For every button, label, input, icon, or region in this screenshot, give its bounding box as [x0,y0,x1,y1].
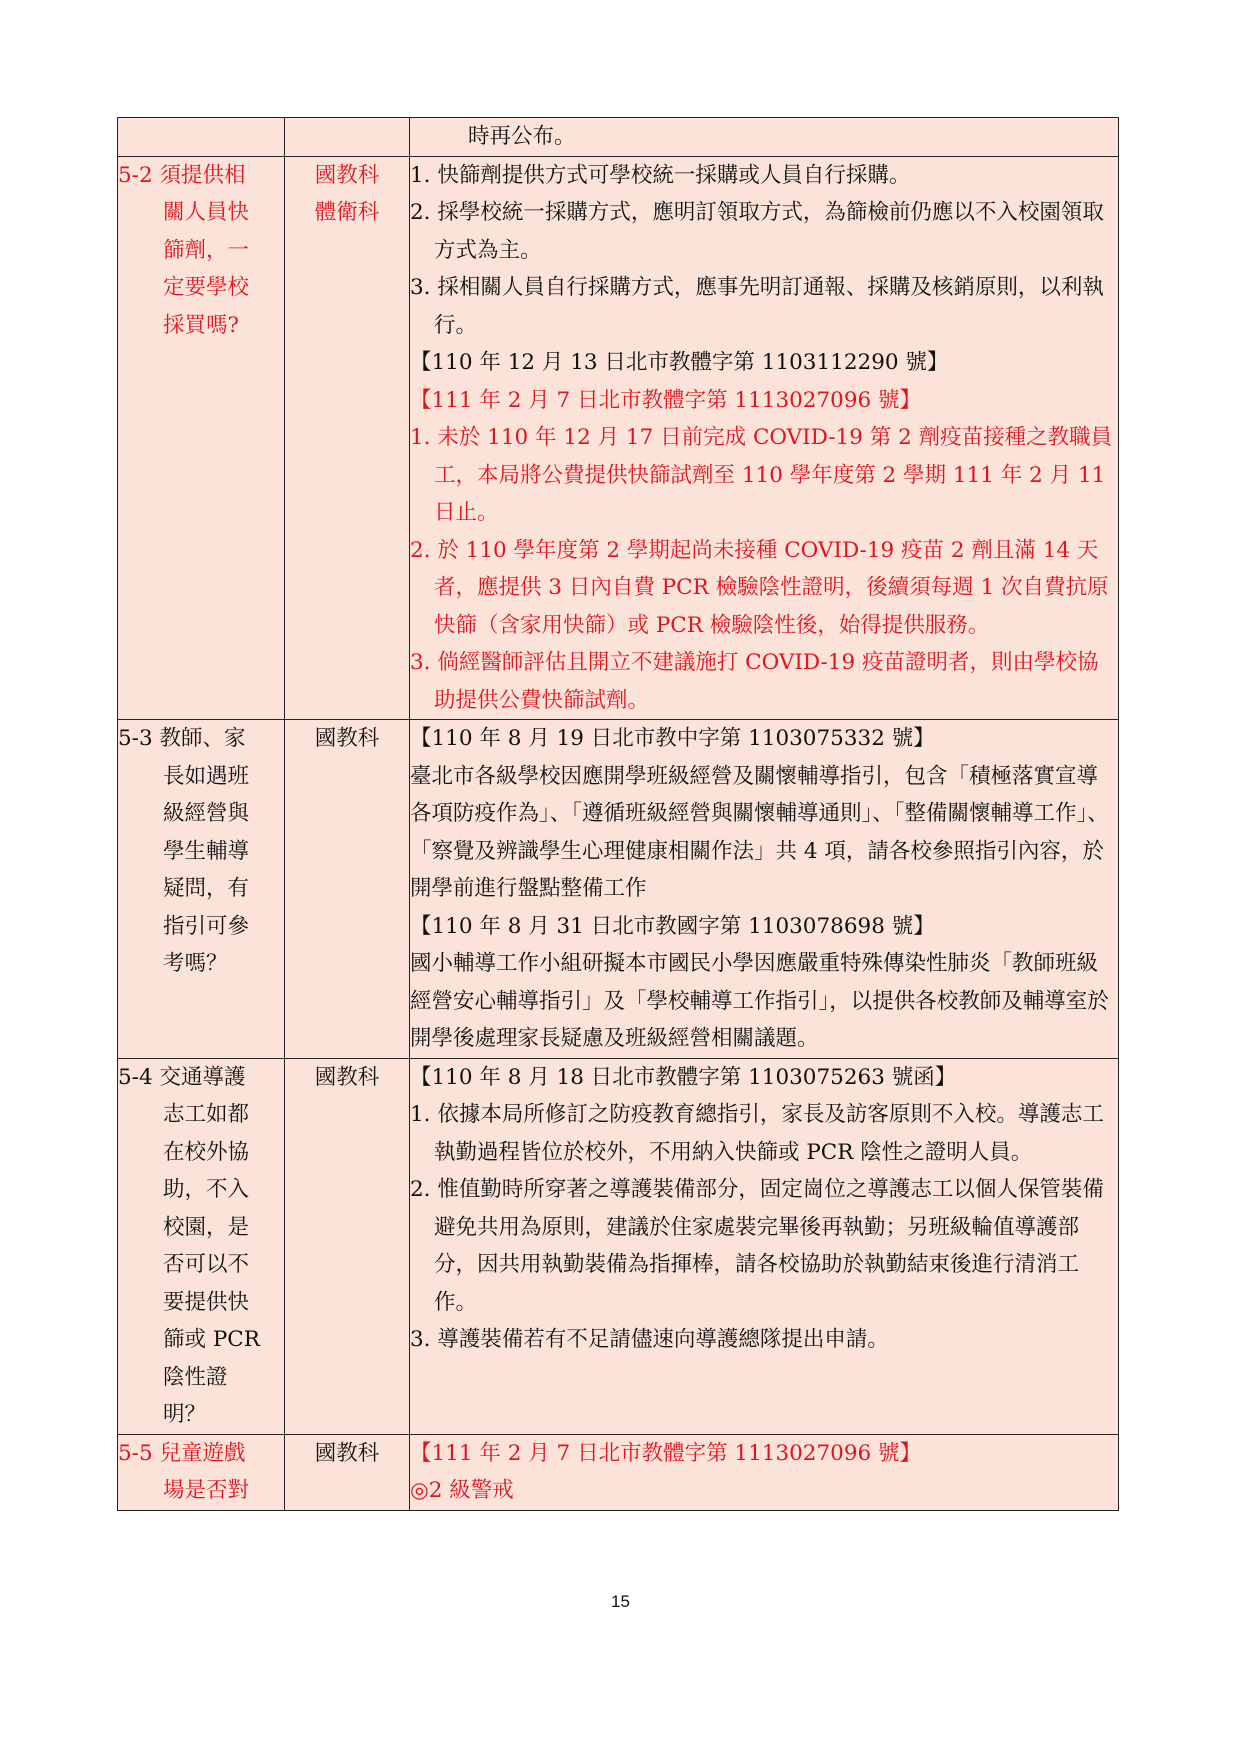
page-number: 15 [611,1592,630,1611]
question-line: 定要學校 [163,275,250,300]
answer-paragraph: 臺北市各級學校因應開學班級經營及關懷輔導指引，包含「積極落實宣導各項防疫作為」、「遵循班級經營與關懷輔導通則」、「整備關懷輔導工作」、「察覺及辨識學生心理健康相關作法」共 4 項，請各校參照指引內容，於開學前進行盤點整備工作 [410,763,1109,901]
question-line: 否可以不 [163,1252,250,1277]
table-row [118,720,1119,1059]
question-line: 篩劑，一 [163,237,250,263]
answer-cell [410,720,1119,1059]
answer-paragraph: 【111 年 2 月 7 日北市教體字第 1113027096 號】 [410,387,922,413]
answer-list-item: 2. 採學校統一採購方式，應明訂領取方式，為篩檢前仍應以不入校園領取方式為主。 [410,200,1104,263]
question-line: 助，不入 [163,1177,250,1202]
answer-paragraph: 【110 年 8 月 31 日北市教國字第 1103078698 號】 [410,913,935,939]
department-cell [285,1058,410,1434]
answer-paragraph: 時再公布。 [468,124,576,149]
question-line: 考嗎？ [163,951,228,976]
answer-paragraph: 【110 年 8 月 18 日北市教體字第 1103075263 號函】 [410,1064,957,1090]
question-line: 篩或 PCR [163,1327,260,1352]
department-cell [285,720,410,1059]
department-label: 國教科 [314,162,380,188]
table-row [118,156,1119,720]
question-cell [118,156,285,720]
answer-paragraph: 國小輔導工作小組研擬本市國民小學因應嚴重特殊傳染性肺炎「教師班級經營安心輔導指引」及「學校輔導工作指引」，以提供各校教師及輔導室於開學後處理家長疑慮及班級經營相關議題。 [410,951,1109,1051]
answer-list-item: 2. 於 110 學年度第 2 學期起尚未接種 COVID-19 疫苗 2 劑且滿 14 天者，應提供 3 日內自費 PCR 檢驗陰性證明，後續須每週 1 次自費抗原快篩（含家用快篩）或 PCR 檢驗陰性後，始得提供服務。 [410,537,1109,638]
department-label: 體衛科 [314,200,380,225]
faq-table-body [118,118,1119,1511]
question-line: 明？ [163,1402,207,1427]
question-title: 5-5 兒童遊戲 [118,1440,246,1466]
question-cell [118,1434,285,1510]
question-line: 校園，是 [163,1214,250,1240]
question-line: 級經營與 [163,801,250,826]
department-cell [285,118,410,157]
table-row [118,1434,1119,1510]
question-cell [118,118,285,157]
table-row [118,1058,1119,1434]
answer-paragraph: 【111 年 2 月 7 日北市教體字第 1113027096 號】 [410,1440,922,1466]
answer-cell [410,156,1119,720]
department-cell [285,156,410,720]
answer-list-item: 1. 依據本局所修訂之防疫教育總指引，家長及訪客原則不入校。導護志工執勤過程皆位於校外，不用納入快篩或 PCR 陰性之證明人員。 [410,1102,1104,1165]
answer-cell [410,1058,1119,1434]
question-line: 學生輔導 [163,838,250,864]
question-line: 關人員快 [163,200,250,225]
answer-cell [410,118,1119,157]
question-title: 5-4 交通導護 [118,1064,246,1090]
department-label: 國教科 [314,1440,380,1466]
question-line: 採買嗎? [163,312,240,338]
question-cell [118,720,285,1059]
answer-paragraph: 【110 年 8 月 19 日北市教中字第 1103075332 號】 [410,726,935,751]
answer-list-item: 1. 未於 110 年 12 月 17 日前完成 COVID-19 第 2 劑疫苗接種之教職員工，本局將公費提供快篩試劑至 110 學年度第 2 學期 111 年 2 月 11 日止。 [410,425,1113,525]
question-cell [118,1058,285,1434]
faq-table [117,117,1119,1511]
department-label: 國教科 [314,1064,380,1090]
question-line: 場是否對 [163,1478,250,1503]
question-title: 5-3 教師、家 [118,726,246,751]
answer-list-item: 3. 導護裝備若有不足請儘速向導護總隊提出申請。 [410,1327,889,1352]
department-cell [285,1434,410,1510]
answer-cell [410,1434,1119,1510]
answer-list-item: 3. 採相關人員自行採購方式，應事先明訂通報、採購及核銷原則，以利執行。 [410,275,1104,338]
answer-list-item: 3. 倘經醫師評估且開立不建議施打 COVID-19 疫苗證明者，則由學校協助提供公費快篩試劑。 [410,650,1099,713]
answer-list-item: 1. 快篩劑提供方式可學校統一採購或人員自行採購。 [410,162,911,188]
question-line: 要提供快 [163,1289,250,1315]
question-line: 長如遇班 [163,763,250,789]
question-line: 在校外協 [163,1139,250,1165]
question-line: 指引可參 [163,913,250,939]
table-row [118,118,1119,157]
question-line: 疑問，有 [163,876,250,901]
question-line: 志工如都 [163,1102,250,1127]
answer-paragraph: ◎2 級警戒 [410,1478,514,1503]
answer-paragraph: 【110 年 12 月 13 日北市教體字第 1103112290 號】 [410,350,949,375]
question-title: 5-2 須提供相 [118,162,246,188]
answer-list-item: 2. 惟值勤時所穿著之導護裝備部分，固定崗位之導護志工以個人保管裝備避免共用為原則，建議於住家處裝完畢後再執勤；另班級輪值導護部分，因共用執勤裝備為指揮棒，請各校協助於執勤結束後進行清消工作。 [410,1177,1104,1315]
department-label: 國教科 [314,726,380,751]
question-line: 陰性證 [163,1364,228,1390]
